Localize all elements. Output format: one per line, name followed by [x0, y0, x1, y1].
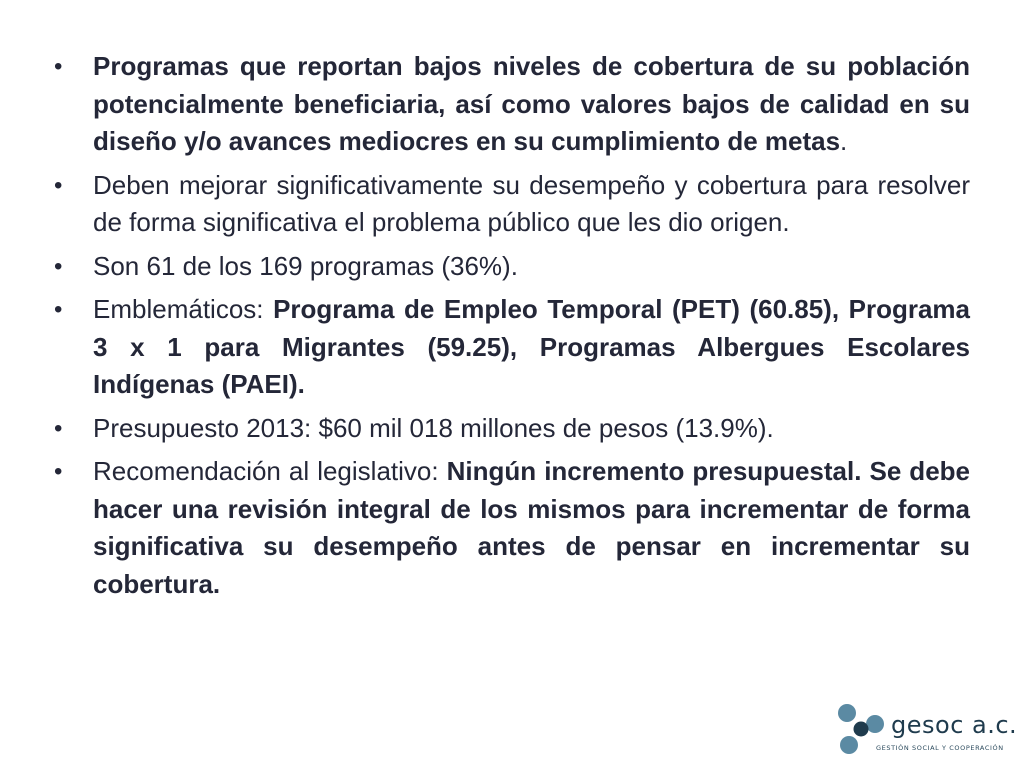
bullet-icon: •: [54, 252, 63, 280]
bullet-text-bold: Ningún incremento presupuestal. Se debe hacer una revisión integral de los mismos para incrementar de forma significativa su desempeño antes de pensar en incrementar su cobertura.: [93, 456, 970, 599]
bullet-text: Deben mejorar significativamente su desempeño y cobertura para resolver de forma significativa el problema público que les dio origen.: [93, 169, 970, 237]
bullet-item-6: [54, 453, 970, 603]
slide-content: [54, 48, 970, 609]
bullet-text: .: [840, 126, 848, 156]
bullet-text: Presupuesto 2013: $60 mil 018 millones de pesos (13.9%).: [93, 412, 774, 443]
bullet-item-4: [54, 291, 970, 404]
bullet-text-bold: Programa de Empleo Temporal (PET) (60.85), Programa 3 x 1 para Migrantes (59.25), Programas Albergues Escolares Indígenas (PAEI).: [93, 294, 970, 399]
logo-name: gesoc a.c.: [891, 711, 1018, 739]
bullet-item-3: [54, 248, 970, 286]
bullet-text: Emblemáticos:: [93, 294, 274, 324]
bullet-item-2: [54, 167, 970, 242]
bullet-text-bold: Programas que reportan bajos niveles de cobertura de su población potencialmente beneficiaria, así como valores bajos de calidad en su diseño y/o avances mediocres en su cumplimiento de metas: [93, 51, 970, 156]
bullet-list: [54, 48, 970, 603]
bullet-item-5: [54, 410, 970, 448]
bullet-icon: •: [54, 296, 63, 323]
bullet-icon: •: [54, 53, 63, 80]
bullet-icon: •: [54, 171, 63, 199]
bullet-text: Recomendación al legislativo:: [93, 456, 447, 486]
gesoc-logo: [835, 702, 1019, 760]
bullet-text: Son 61 de los 169 programas (36%).: [93, 250, 518, 281]
bullet-item-1: [54, 48, 970, 161]
bullet-icon: •: [54, 414, 63, 442]
bullet-icon: •: [54, 458, 63, 485]
logo-tagline: GESTIÓN SOCIAL Y COOPERACIÓN: [876, 744, 1004, 752]
